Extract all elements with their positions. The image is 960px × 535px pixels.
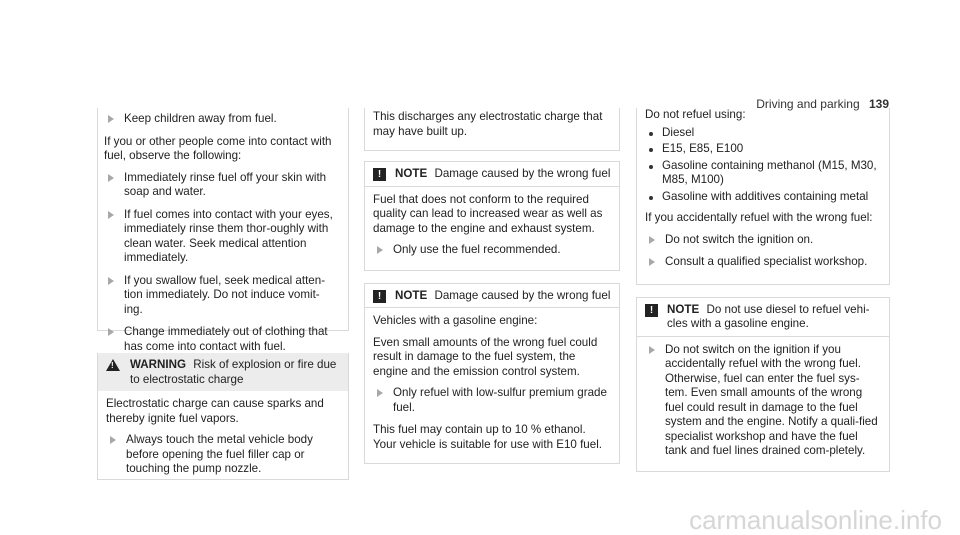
step-arrow-icon	[110, 436, 116, 444]
note-title-bar	[637, 298, 889, 336]
note-box	[364, 283, 620, 465]
step-text: Always touch the metal vehicle body before opening the fuel filler cap or touching the pump nozzle.	[126, 433, 313, 475]
fuel-bullet-list	[645, 126, 879, 205]
paragraph: If you accidentally refuel with the wrong fuel:	[645, 211, 873, 224]
step-text: Do not switch on the ignition if you accidentally refuel with the wrong fuel. Otherwise, fuel can enter the fuel sys-tem. Even small amounts of the wrong fuel could result in damage to the fuel system and the engine. Notify a quali-fied specialist workshop and have the fuel tank and fuel lines drained com-pletely.	[665, 342, 878, 457]
bullet-icon	[649, 196, 653, 200]
note-title-bar	[365, 162, 619, 186]
step-text: Keep children away from fuel.	[124, 112, 277, 125]
warning-box	[97, 353, 349, 480]
note-body: Fuel that does not conform to the required quality can lead to increased wear as well as damage to the engine and exhaust system.	[373, 192, 603, 235]
column-1	[97, 108, 349, 480]
step-text: Only refuel with low-sulfur premium grade fuel.	[393, 386, 607, 414]
watermark: carmanualsonline.info	[689, 504, 942, 535]
step-text: If fuel comes into contact with your eyes, immediately rinse them thor-oughly with clean water. Seek medical attention immediately.	[124, 207, 333, 264]
step-text: If you swallow fuel, seek medical atten-tion immediately. Do not induce vomit-ing.	[124, 273, 326, 316]
continuation-box	[364, 108, 620, 151]
section-title: Driving and parking	[756, 97, 860, 111]
list-item-text: Gasoline containing methanol (M15, M30, M85, M100)	[662, 158, 877, 186]
warning-title: Risk of explosion or fire due to electrostatic charge	[130, 358, 337, 386]
note-paragraph: Vehicles with a gasoline engine:	[373, 314, 538, 327]
step-arrow-icon	[108, 174, 114, 182]
note-paragraph: Even small amounts of the wrong fuel could result in damage to the fuel system, the engine and the emission control system.	[373, 335, 598, 378]
step-text: Change immediately out of clothing that has come into contact with fuel.	[124, 325, 328, 353]
note-box	[636, 297, 890, 472]
step-arrow-icon	[108, 211, 114, 219]
step-item	[104, 325, 338, 354]
step-text: Consult a qualified specialist workshop.	[665, 255, 868, 268]
step-arrow-icon	[377, 246, 383, 254]
note-paragraph: This fuel may contain up to 10 % ethanol. Your vehicle is suitable for use with E10 fuel.	[373, 423, 602, 451]
step-arrow-icon	[377, 389, 383, 397]
warning-icon: !	[106, 359, 120, 371]
step-item	[645, 343, 881, 459]
bullet-icon	[649, 165, 653, 169]
step-item	[106, 433, 340, 477]
note-title: Damage caused by the wrong fuel	[434, 167, 611, 180]
warning-title-bar	[98, 353, 348, 391]
step-item	[373, 243, 611, 258]
step-text: Do not switch the ignition on.	[665, 232, 814, 246]
step-text: Immediately rinse fuel off your skin with soap and water.	[124, 170, 327, 198]
step-item	[104, 112, 338, 127]
paragraph: This discharges any electrostatic charge that may have built up.	[373, 110, 603, 138]
notice-icon: !	[645, 304, 658, 317]
step-arrow-icon	[649, 258, 655, 266]
list-item-text: Diesel	[662, 125, 695, 139]
column-3	[636, 108, 890, 472]
bullet-icon	[649, 132, 653, 136]
list-item-text: E15, E85, E100	[662, 142, 744, 155]
step-item	[104, 274, 338, 318]
step-item	[645, 233, 879, 248]
note-label: NOTE	[667, 302, 700, 316]
notice-icon: !	[373, 290, 386, 303]
step-item	[373, 386, 611, 415]
step-arrow-icon	[649, 346, 655, 354]
list-item	[645, 126, 879, 141]
paragraph: If you or other people come into contact with fuel, observe the following:	[104, 134, 332, 162]
step-arrow-icon	[649, 236, 655, 244]
paragraph: Do not refuel using:	[645, 108, 746, 121]
bullet-icon	[649, 148, 653, 152]
fuel-list-box	[636, 108, 890, 285]
step-text: Only use the fuel recommended.	[393, 243, 561, 256]
list-item	[645, 159, 879, 188]
step-arrow-icon	[108, 277, 114, 285]
step-item	[104, 171, 338, 200]
step-arrow-icon	[108, 328, 114, 336]
page-number: 139	[868, 97, 889, 111]
instruction-box	[97, 108, 349, 353]
note-title: Do not use diesel to refuel vehi-cles with a gasoline engine.	[667, 302, 870, 330]
note-title: Damage caused by the wrong fuel	[434, 288, 611, 302]
column-2	[364, 108, 620, 464]
step-item	[645, 255, 879, 270]
note-label: NOTE	[395, 288, 428, 302]
warning-body: Electrostatic charge can cause sparks and thereby ignite fuel vapors.	[106, 397, 324, 425]
warning-label: WARNING	[130, 358, 187, 371]
list-item	[645, 142, 879, 157]
note-label: NOTE	[395, 167, 428, 180]
list-item	[645, 190, 879, 205]
step-arrow-icon	[108, 115, 114, 123]
note-box	[364, 161, 620, 271]
notice-icon: !	[373, 168, 386, 181]
step-item	[104, 208, 338, 266]
list-item-text: Gasoline with additives containing metal	[662, 189, 869, 203]
note-title-bar	[365, 284, 619, 308]
